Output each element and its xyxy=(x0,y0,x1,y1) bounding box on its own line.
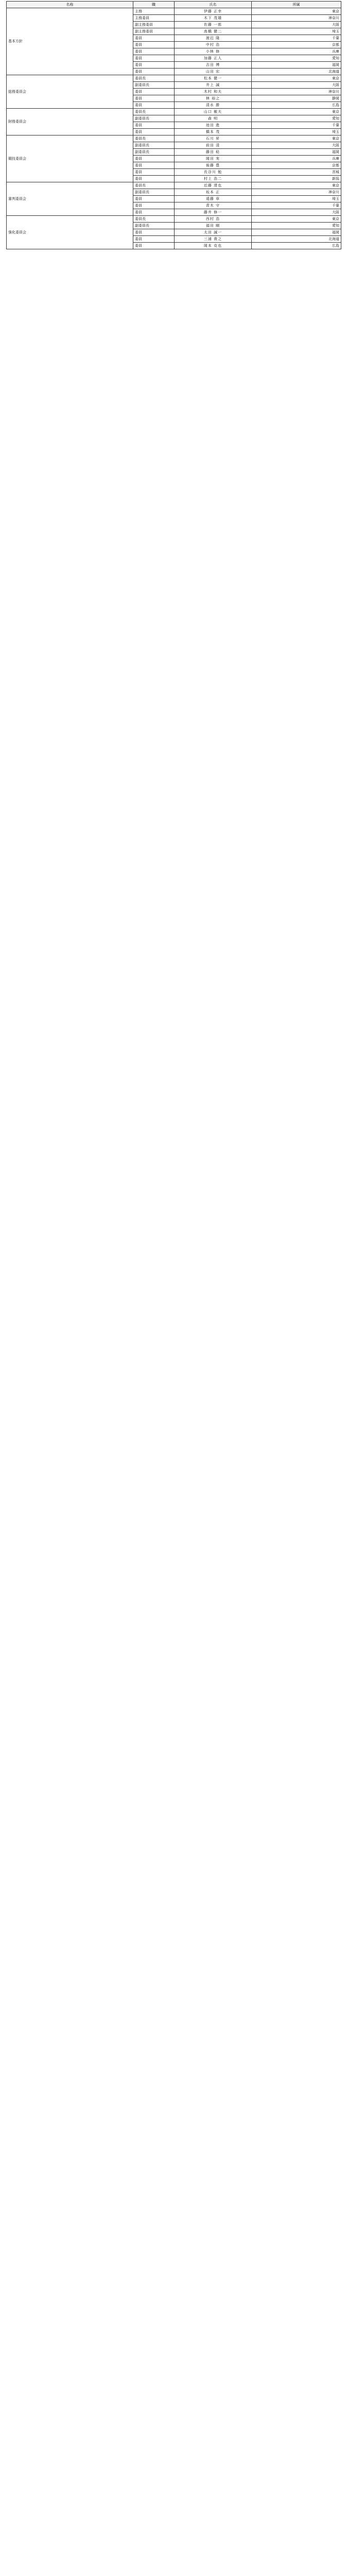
table-row xyxy=(7,8,341,15)
affiliation-cell: 広島 xyxy=(252,243,341,249)
group-name-cell: 審判委員会 xyxy=(7,182,133,216)
col-header-person: 氏名 xyxy=(175,2,252,8)
position-cell: 副主務委員 xyxy=(133,22,175,28)
affiliation-cell: 北海道 xyxy=(252,69,341,75)
position-cell: 委員長 xyxy=(133,216,175,223)
affiliation-cell: 神奈川 xyxy=(252,189,341,196)
table-row xyxy=(7,216,341,223)
affiliation-cell: 東京 xyxy=(252,8,341,15)
affiliation-cell: 広島 xyxy=(252,102,341,109)
person-name-cell: 前田 清 xyxy=(175,142,252,149)
position-cell: 委員長 xyxy=(133,75,175,82)
position-cell: 副委員長 xyxy=(133,189,175,196)
person-name-cell: 木村 和夫 xyxy=(175,89,252,95)
person-name-cell: 渡辺 隆 xyxy=(175,35,252,42)
affiliation-cell: 東京 xyxy=(252,109,341,115)
affiliation-cell: 京都 xyxy=(252,42,341,48)
person-name-cell: 坂本 正 xyxy=(175,189,252,196)
col-header-position: 職 xyxy=(133,2,175,8)
person-name-cell: 太田 誠一 xyxy=(175,229,252,236)
affiliation-cell: 福岡 xyxy=(252,149,341,156)
position-cell: 委員 xyxy=(133,35,175,42)
position-cell: 委員 xyxy=(133,176,175,182)
position-cell: 副委員長 xyxy=(133,142,175,149)
position-cell: 委員 xyxy=(133,42,175,48)
position-cell: 主務委員 xyxy=(133,15,175,22)
person-name-cell: 高橋 健二 xyxy=(175,28,252,35)
person-name-cell: 林 裕之 xyxy=(175,95,252,102)
position-cell: 副委員長 xyxy=(133,149,175,156)
affiliation-cell: 兵庫 xyxy=(252,48,341,55)
position-cell: 副委員長 xyxy=(133,115,175,122)
person-name-cell: 松本 健一 xyxy=(175,75,252,82)
affiliation-cell: 兵庫 xyxy=(252,156,341,162)
position-cell: 委員 xyxy=(133,169,175,176)
position-cell: 委員 xyxy=(133,156,175,162)
position-cell: 委員 xyxy=(133,48,175,55)
affiliation-cell: 埼玉 xyxy=(252,129,341,135)
group-name-cell: 競技委員会 xyxy=(7,135,133,182)
affiliation-cell: 愛知 xyxy=(252,115,341,122)
person-name-cell: 近藤 達也 xyxy=(175,182,252,189)
affiliation-cell: 新潟 xyxy=(252,176,341,182)
affiliation-cell: 福岡 xyxy=(252,62,341,69)
affiliation-cell: 大阪 xyxy=(252,22,341,28)
person-name-cell: 吉田 博 xyxy=(175,62,252,69)
person-name-cell: 加藤 正人 xyxy=(175,55,252,62)
affiliation-cell: 東京 xyxy=(252,182,341,189)
affiliation-cell: 愛知 xyxy=(252,223,341,229)
affiliation-cell: 東京 xyxy=(252,135,341,142)
person-name-cell: 伊藤 正幸 xyxy=(175,8,252,15)
position-cell: 委員 xyxy=(133,243,175,249)
person-name-cell: 石川 昇 xyxy=(175,135,252,142)
position-cell: 委員長 xyxy=(133,135,175,142)
roster-table xyxy=(6,1,341,249)
affiliation-cell: 京都 xyxy=(252,162,341,169)
person-name-cell: 山田 宏 xyxy=(175,69,252,75)
position-cell: 委員 xyxy=(133,62,175,69)
position-cell: 委員 xyxy=(133,129,175,135)
col-header-name: 名称 xyxy=(7,2,133,8)
position-cell: 委員 xyxy=(133,89,175,95)
affiliation-cell: 宮城 xyxy=(252,169,341,176)
person-name-cell: 藤田 稔 xyxy=(175,149,252,156)
col-header-affiliation: 所属 xyxy=(252,2,341,8)
position-cell: 委員 xyxy=(133,236,175,243)
person-name-cell: 中村 浩 xyxy=(175,42,252,48)
position-cell: 委員 xyxy=(133,202,175,209)
person-name-cell: 遠藤 章 xyxy=(175,196,252,202)
position-cell: 委員 xyxy=(133,95,175,102)
position-cell: 委員 xyxy=(133,196,175,202)
affiliation-cell: 福岡 xyxy=(252,229,341,236)
person-name-cell: 池田 進 xyxy=(175,122,252,129)
affiliation-cell: 千葉 xyxy=(252,35,341,42)
header-row xyxy=(7,2,341,8)
person-name-cell: 岡本 克也 xyxy=(175,243,252,249)
person-name-cell: 佐藤 一郎 xyxy=(175,22,252,28)
position-cell: 副委員長 xyxy=(133,82,175,89)
group-name-cell: 基本方針 xyxy=(7,8,133,75)
affiliation-cell: 千葉 xyxy=(252,122,341,129)
affiliation-cell: 北海道 xyxy=(252,236,341,243)
position-cell: 委員 xyxy=(133,162,175,169)
person-name-cell: 橋本 茂 xyxy=(175,129,252,135)
person-name-cell: 長谷川 勉 xyxy=(175,169,252,176)
person-name-cell: 三浦 貴之 xyxy=(175,236,252,243)
group-name-cell: 強化委員会 xyxy=(7,216,133,249)
position-cell: 委員長 xyxy=(133,109,175,115)
person-name-cell: 山口 敏夫 xyxy=(175,109,252,115)
position-cell: 委員 xyxy=(133,209,175,216)
person-name-cell: 西村 浩 xyxy=(175,216,252,223)
affiliation-cell: 東京 xyxy=(252,216,341,223)
person-name-cell: 井上 誠 xyxy=(175,82,252,89)
affiliation-cell: 埼玉 xyxy=(252,196,341,202)
position-cell: 副主務委員 xyxy=(133,28,175,35)
affiliation-cell: 大阪 xyxy=(252,209,341,216)
position-cell: 副委員長 xyxy=(133,223,175,229)
person-name-cell: 青木 守 xyxy=(175,202,252,209)
person-name-cell: 清水 勝 xyxy=(175,102,252,109)
position-cell: 委員 xyxy=(133,102,175,109)
person-name-cell: 福田 剛 xyxy=(175,223,252,229)
affiliation-cell: 静岡 xyxy=(252,95,341,102)
position-cell: 委員 xyxy=(133,55,175,62)
position-cell: 主務 xyxy=(133,8,175,15)
group-name-cell: 総務委員会 xyxy=(7,75,133,109)
affiliation-cell: 東京 xyxy=(252,75,341,82)
affiliation-cell: 神奈川 xyxy=(252,15,341,22)
affiliation-cell: 大阪 xyxy=(252,82,341,89)
affiliation-cell: 埼玉 xyxy=(252,28,341,35)
affiliation-cell: 神奈川 xyxy=(252,89,341,95)
table-row xyxy=(7,182,341,189)
person-name-cell: 岡田 実 xyxy=(175,156,252,162)
table-row xyxy=(7,135,341,142)
person-name-cell: 村上 浩二 xyxy=(175,176,252,182)
person-name-cell: 木下 茂雄 xyxy=(175,15,252,22)
affiliation-cell: 千葉 xyxy=(252,202,341,209)
table-row xyxy=(7,109,341,115)
affiliation-cell: 大阪 xyxy=(252,142,341,149)
roster-body xyxy=(7,8,341,249)
person-name-cell: 森 明 xyxy=(175,115,252,122)
affiliation-cell: 愛知 xyxy=(252,55,341,62)
table-row xyxy=(7,75,341,82)
person-name-cell: 後藤 豊 xyxy=(175,162,252,169)
position-cell: 委員 xyxy=(133,229,175,236)
position-cell: 委員 xyxy=(133,122,175,129)
person-name-cell: 藤井 修一 xyxy=(175,209,252,216)
group-name-cell: 財務委員会 xyxy=(7,109,133,135)
position-cell: 委員長 xyxy=(133,182,175,189)
position-cell: 委員 xyxy=(133,69,175,75)
person-name-cell: 小林 修 xyxy=(175,48,252,55)
